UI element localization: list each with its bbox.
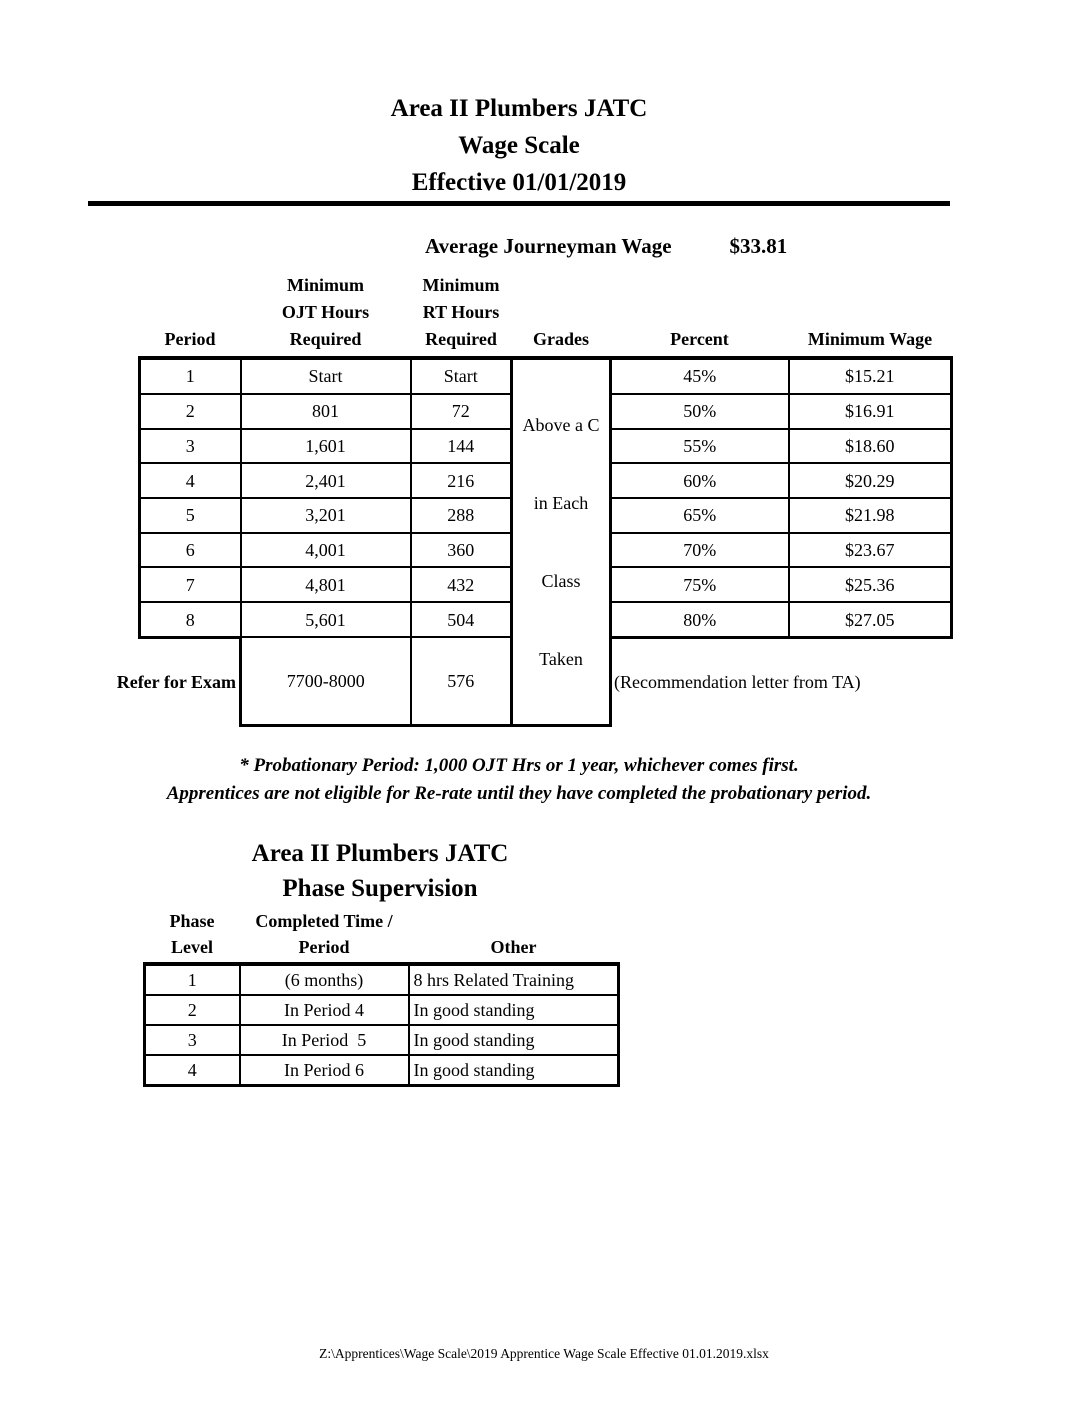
- exam-ojt-hours-cell: 7700-8000: [241, 637, 411, 725]
- rt-hours-cell: 72: [411, 394, 512, 429]
- phase-level-cell: 2: [145, 995, 240, 1025]
- phase-level-cell: 1: [145, 964, 240, 995]
- rt-hours-cell: 504: [411, 602, 512, 637]
- grades-merged-cell: Above a C in Each Class Taken: [512, 358, 611, 726]
- period-cell: 5: [140, 498, 241, 533]
- ojt-hours-cell: 801: [241, 394, 411, 429]
- percent-cell: 65%: [611, 498, 789, 533]
- completed-period-cell: In Period 6: [240, 1055, 409, 1086]
- rt-hours-cell: 432: [411, 567, 512, 602]
- refer-for-exam-label: Refer for Exam: [116, 672, 236, 693]
- period-cell: 3: [140, 429, 241, 464]
- minimum-wage-cell: $21.98: [789, 498, 952, 533]
- period-cell: 1: [140, 358, 241, 394]
- table-row: [145, 1025, 619, 1055]
- other-cell: In good standing: [409, 1055, 619, 1086]
- average-journeyman-wage-label: Average Journeyman Wage: [425, 234, 672, 258]
- completed-period-cell: In Period 5: [240, 1025, 409, 1055]
- period-cell: 7: [140, 567, 241, 602]
- average-journeyman-wage-row: [425, 233, 950, 260]
- phase-title-org: Area II Plumbers JATC: [251, 840, 509, 867]
- probationary-note-line2: Apprentices are not eligible for Re-rate until they have completed the probationary period.: [166, 783, 872, 804]
- completed-time-column-header: Completed Time / Period: [255, 911, 393, 957]
- percent-cell: 80%: [611, 602, 789, 637]
- rt-hours-cell: 288: [411, 498, 512, 533]
- grades-column-header: Grades: [533, 329, 589, 349]
- recommendation-note: (Recommendation letter from TA): [614, 672, 861, 693]
- table-row: [145, 1055, 619, 1086]
- percent-cell: 70%: [611, 533, 789, 568]
- title-org: Area II Plumbers JATC: [390, 95, 648, 122]
- wage-scale-table: [116, 272, 953, 727]
- minimum-wage-cell: $20.29: [789, 463, 952, 498]
- percent-cell: 75%: [611, 567, 789, 602]
- rt-hours-cell: Start: [411, 358, 512, 394]
- percent-cell: 50%: [611, 394, 789, 429]
- file-path-footer: Z:\Apprentices\Wage Scale\2019 Apprentice Wage Scale Effective 01.01.2019.xlsx: [319, 1346, 769, 1361]
- phase-supervision-section: [143, 836, 617, 1087]
- period-cell: 8: [140, 602, 241, 637]
- minimum-wage-cell: $18.60: [789, 429, 952, 464]
- other-cell: 8 hrs Related Training: [409, 964, 619, 995]
- phase-supervision-table: [143, 906, 620, 1087]
- minimum-wage-cell: $16.91: [789, 394, 952, 429]
- minimum-wage-cell: $25.36: [789, 567, 952, 602]
- percent-cell: 55%: [611, 429, 789, 464]
- completed-period-cell: In Period 4: [240, 995, 409, 1025]
- probationary-notes: [88, 752, 950, 808]
- minimum-wage-cell: $27.05: [789, 602, 952, 637]
- minimum-wage-column-header: Minimum Wage: [807, 329, 933, 349]
- period-cell: 6: [140, 533, 241, 568]
- average-journeyman-wage-value: $33.81: [729, 234, 788, 258]
- other-cell: In good standing: [409, 995, 619, 1025]
- exam-rt-hours-cell: 576: [411, 637, 512, 725]
- phase-level-column-header: Phase Level: [169, 911, 215, 957]
- title-effective-date: Effective 01/01/2019: [411, 169, 627, 196]
- title-wage-scale: Wage Scale: [458, 132, 580, 159]
- ojt-hours-cell: 4,801: [241, 567, 411, 602]
- percent-cell: 60%: [611, 463, 789, 498]
- other-cell: In good standing: [409, 1025, 619, 1055]
- period-cell: 4: [140, 463, 241, 498]
- ojt-hours-cell: 1,601: [241, 429, 411, 464]
- percent-cell: 45%: [611, 358, 789, 394]
- rt-hours-cell: 216: [411, 463, 512, 498]
- table-row: [140, 358, 952, 394]
- ojt-hours-cell: Start: [241, 358, 411, 394]
- completed-period-cell: (6 months): [240, 964, 409, 995]
- ojt-hours-cell: 2,401: [241, 463, 411, 498]
- minimum-wage-cell: $23.67: [789, 533, 952, 568]
- table-row: [145, 964, 619, 995]
- other-column-header: Other: [490, 937, 537, 957]
- phase-title-label: Phase Supervision: [282, 875, 478, 902]
- period-column-header: Period: [164, 329, 216, 349]
- wage-table-header: [140, 272, 952, 358]
- refer-for-exam-cell: [116, 637, 241, 725]
- document-page: [88, 0, 950, 1087]
- ojt-hours-cell: 5,601: [241, 602, 411, 637]
- rt-hours-column-header: Minimum RT Hours Required: [422, 275, 500, 349]
- minimum-wage-cell: $15.21: [789, 358, 952, 394]
- phase-table-header: [145, 906, 619, 964]
- rt-hours-cell: 144: [411, 429, 512, 464]
- period-cell: 2: [140, 394, 241, 429]
- title-divider-rule: [88, 201, 950, 206]
- rt-hours-cell: 360: [411, 533, 512, 568]
- ojt-hours-column-header: Minimum OJT Hours Required: [281, 275, 370, 349]
- phase-level-cell: 3: [145, 1025, 240, 1055]
- ojt-hours-cell: 3,201: [241, 498, 411, 533]
- document-title: [88, 0, 950, 201]
- ojt-hours-cell: 4,001: [241, 533, 411, 568]
- phase-level-cell: 4: [145, 1055, 240, 1086]
- probationary-note-line1: * Probationary Period: 1,000 OJT Hrs or 1 year, whichever comes first.: [239, 755, 799, 776]
- percent-column-header: Percent: [670, 329, 729, 349]
- table-row: [145, 995, 619, 1025]
- phase-section-title: [143, 836, 617, 906]
